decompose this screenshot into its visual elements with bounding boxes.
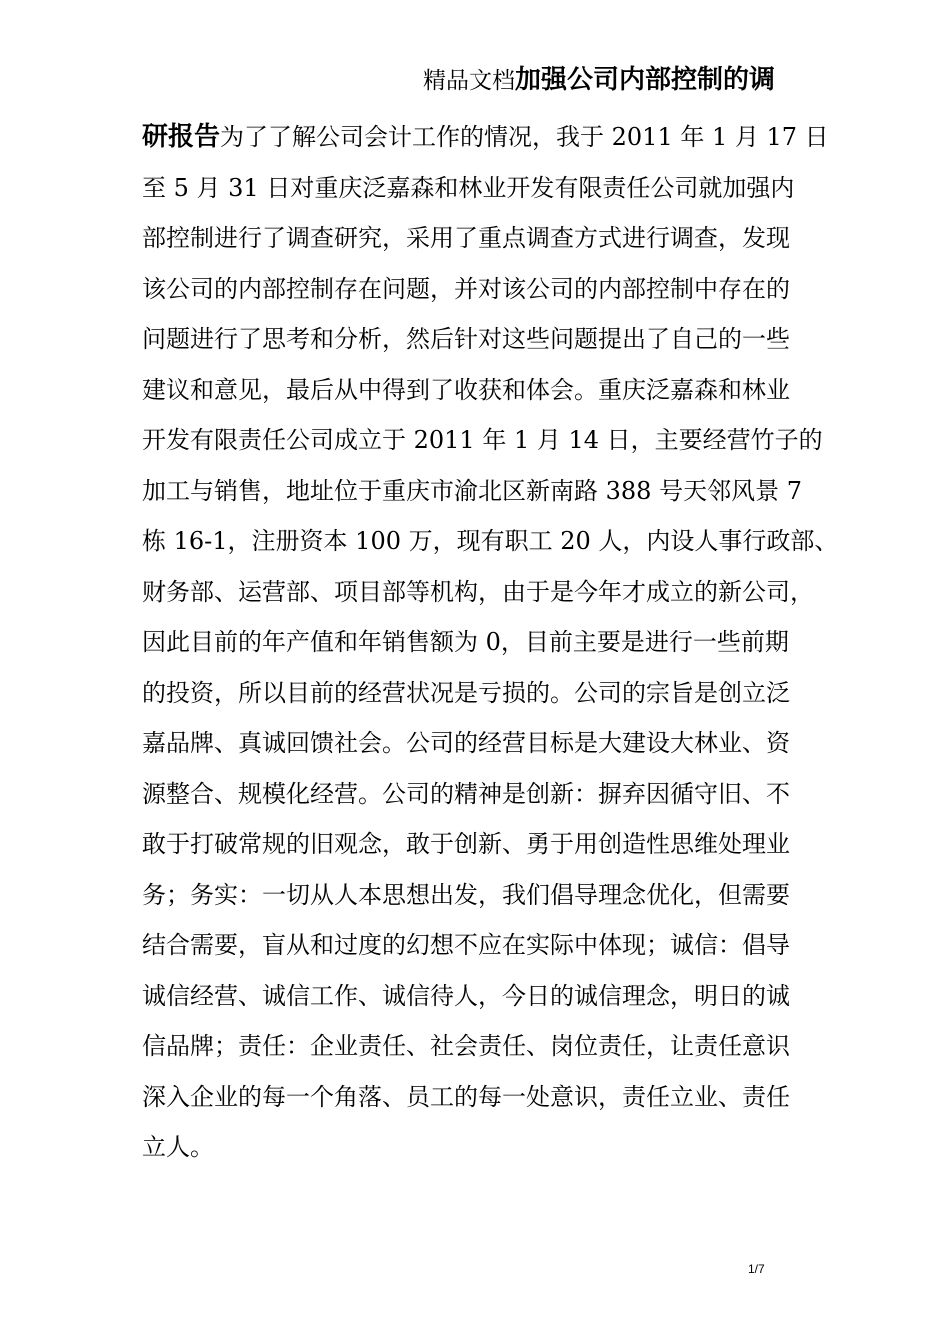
page-number: 1/7	[748, 1262, 765, 1276]
body-text	[142, 112, 842, 1173]
text-line: 至 5 月 31 日对重庆泛嘉森和林业开发有限责任公司就加强内	[142, 173, 795, 202]
text-line: 源整合、规模化经营。公司的精神是创新：摒弃因循守旧、不	[142, 779, 790, 808]
text-line: 问题进行了思考和分析，然后针对这些问题提出了自己的一些	[142, 325, 790, 353]
header-label: 精品文档	[423, 68, 515, 94]
document-title-continuation: 研报告	[142, 122, 221, 152]
text-line: 诚信经营、诚信工作、诚信待人，今日的诚信理念，明日的诚	[142, 981, 790, 1010]
text-line-content: 为了了解公司会计工作的情况，我于 2011 年 1 月 17 日	[220, 123, 829, 151]
text-line: 栋 16-1，注册资本 100 万，现有职工 20 人，内设人事行政部、	[142, 527, 839, 555]
text-line: 因此目前的年产值和年销售额为 0，目前主要是进行一些前期	[142, 628, 789, 656]
text-line: 信品牌；责任：企业责任、社会责任、岗位责任，让责任意识	[142, 1032, 790, 1060]
text-line: 加工与销售，地址位于重庆市渝北区新南路 388 号天邻风景 7	[142, 476, 802, 505]
page-header	[423, 60, 863, 100]
text-line	[142, 112, 842, 163]
text-line: 财务部、运营部、项目部等机构，由于是今年才成立的新公司，	[142, 577, 814, 606]
text-line: 该公司的内部控制存在问题，并对该公司的内部控制中存在的	[142, 274, 790, 303]
text-line: 深入企业的每一个角落、员工的每一处意识，责任立业、责任	[142, 1082, 790, 1111]
text-line: 的投资，所以目前的经营状况是亏损的。公司的宗旨是创立泛	[142, 678, 790, 707]
text-line: 务；务实：一切从人本思想出发，我们倡导理念优化，但需要	[142, 880, 790, 909]
document-title: 加强公司内部控制的调	[515, 65, 776, 95]
text-line: 立人。	[142, 1133, 214, 1161]
text-line: 部控制进行了调查研究，采用了重点调查方式进行调查，发现	[142, 224, 790, 252]
text-line: 敢于打破常规的旧观念，敢于创新、勇于用创造性思维处理业	[142, 830, 790, 858]
text-line: 开发有限责任公司成立于 2011 年 1 月 14 日，主要经营竹子的	[142, 426, 823, 454]
text-line: 建议和意见，最后从中得到了收获和体会。重庆泛嘉森和林业	[142, 375, 790, 404]
text-line: 结合需要，盲从和过度的幻想不应在实际中体现；诚信：倡导	[142, 931, 790, 959]
text-line: 嘉品牌、真诚回馈社会。公司的经营目标是大建设大林业、资	[142, 729, 790, 757]
